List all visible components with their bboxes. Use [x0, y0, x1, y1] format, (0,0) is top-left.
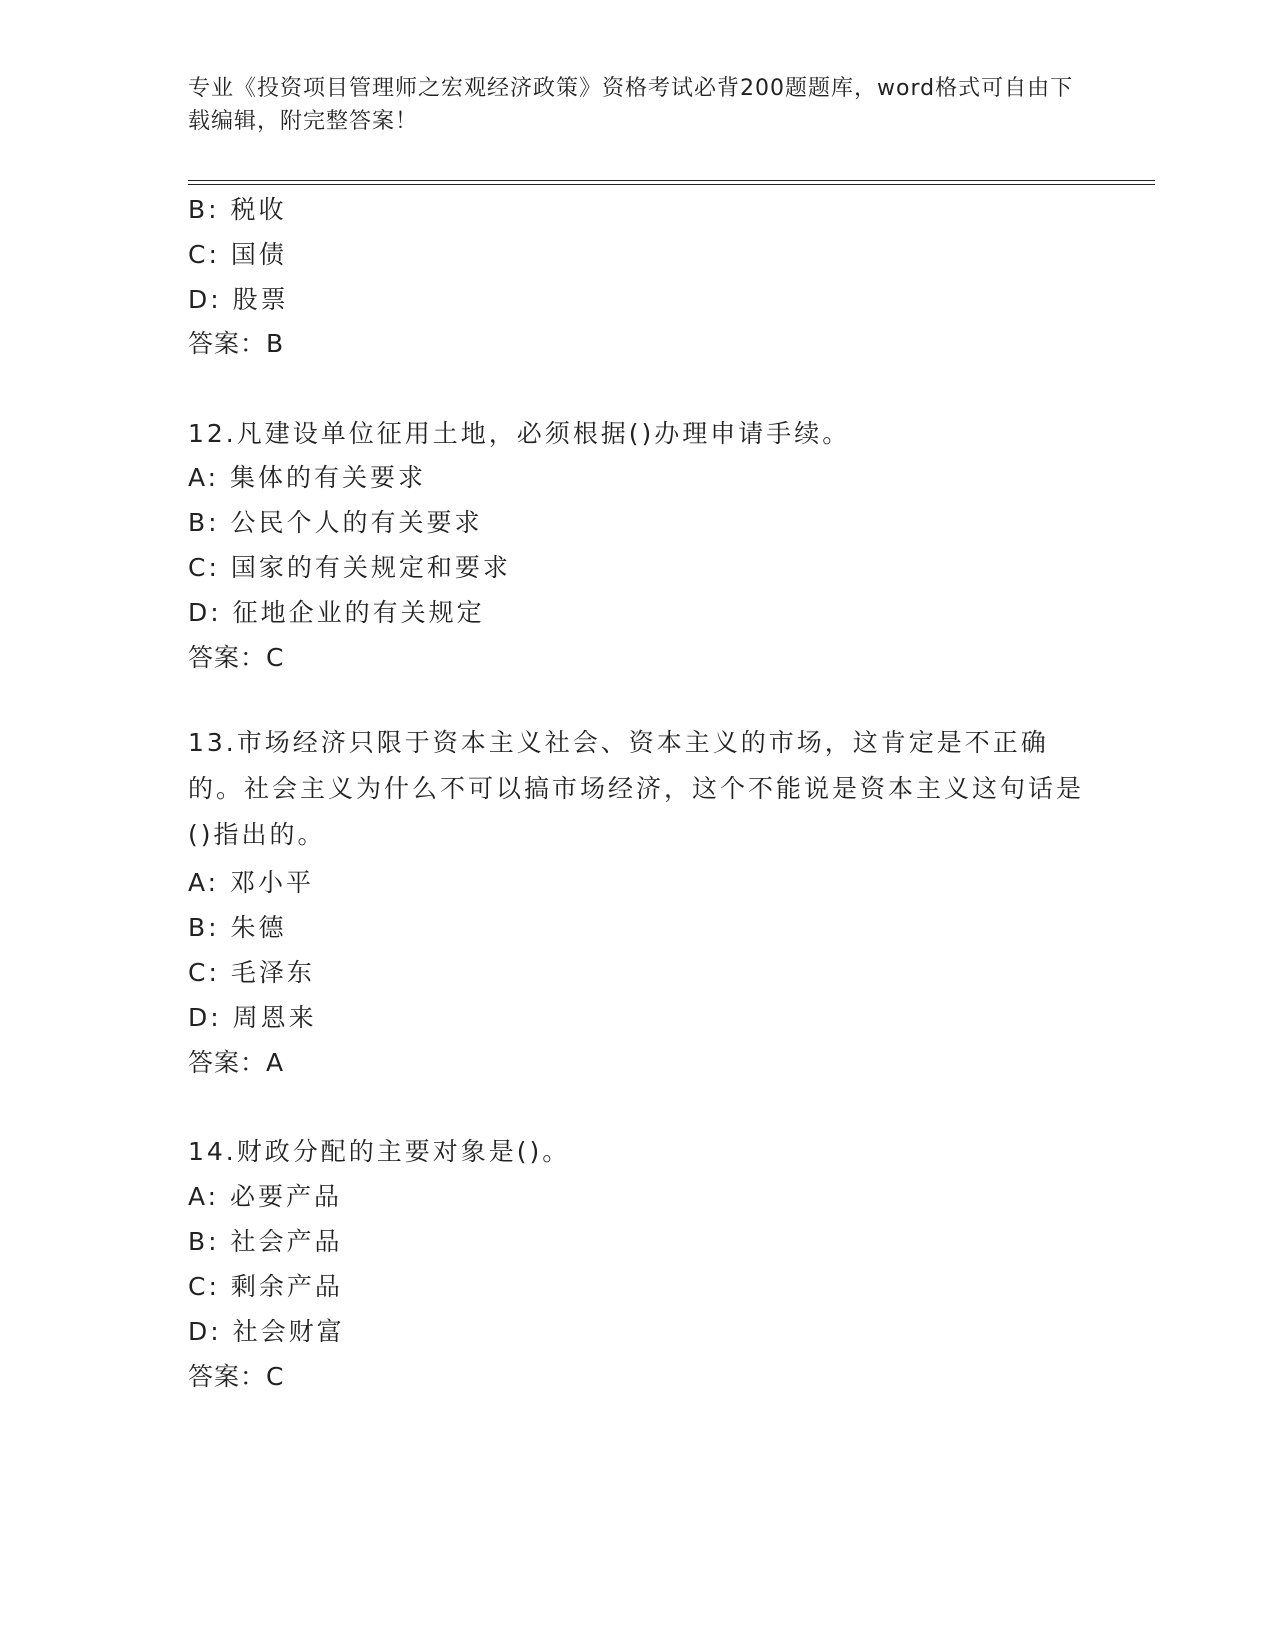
- option-d: D: 股票: [188, 285, 289, 314]
- answer: 答案：A: [188, 1048, 285, 1077]
- option-a: A: 邓小平: [188, 868, 315, 897]
- option-d: D: 征地企业的有关规定: [188, 598, 485, 627]
- option-a: A: 必要产品: [188, 1182, 343, 1211]
- header-rule-bottom: [188, 184, 1155, 185]
- question-text: 14.财政分配的主要对象是()。: [188, 1137, 571, 1166]
- question-text: 12.凡建设单位征用土地，必须根据()办理申请手续。: [188, 419, 851, 448]
- option-b: B: 公民个人的有关要求: [188, 508, 483, 537]
- answer: 答案：C: [188, 643, 285, 672]
- option-b: B: 税收: [188, 195, 287, 224]
- question-text: 13.市场经济只限于资本主义社会、资本主义的市场，这肯定是不正确的。社会主义为什么不可以搞市场经济，这个不能说是资本主义这句话是()指出的。: [188, 728, 1085, 849]
- option-c: C: 毛泽东: [188, 958, 315, 987]
- option-d: D: 周恩来: [188, 1003, 317, 1032]
- answer: 答案：B: [188, 329, 285, 358]
- option-a: A: 集体的有关要求: [188, 463, 427, 492]
- option-d: D: 社会财富: [188, 1317, 345, 1346]
- option-c: C: 国家的有关规定和要求: [188, 553, 511, 582]
- header-rule-top: [188, 180, 1155, 181]
- document-header: 专业《投资项目管理师之宏观经济政策》资格考试必背200题题库，word格式可自由下载编辑，附完整答案！: [188, 76, 1074, 134]
- answer: 答案：C: [188, 1362, 285, 1391]
- option-c: C: 剩余产品: [188, 1272, 343, 1301]
- option-b: B: 社会产品: [188, 1227, 343, 1256]
- option-b: B: 朱德: [188, 913, 287, 942]
- option-c: C: 国债: [188, 240, 287, 269]
